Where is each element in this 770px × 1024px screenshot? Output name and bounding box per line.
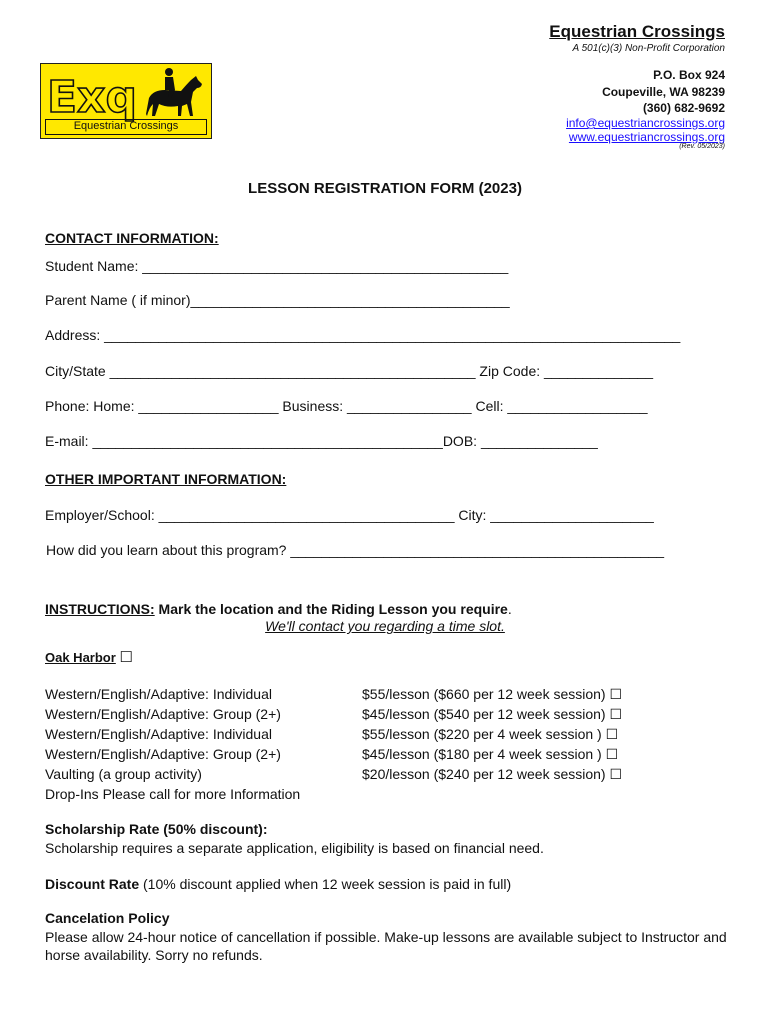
location-checkbox[interactable]: ☐ xyxy=(119,649,133,666)
email-link[interactable]: info@equestriancrossings.org xyxy=(566,116,725,130)
lesson-price-checkbox[interactable]: $55/lesson ($220 per 4 week session ) ☐ xyxy=(362,726,619,742)
lesson-item: Western/English/Adaptive: Group (2+) xyxy=(45,706,281,722)
lesson-item: Western/English/Adaptive: Individual xyxy=(45,686,272,702)
instructions-subtext: We'll contact you regarding a time slot. xyxy=(265,618,505,634)
org-subtitle: A 501(c)(3) Non-Profit Corporation xyxy=(572,43,725,54)
lesson-item: Western/English/Adaptive: Individual xyxy=(45,726,272,742)
phone: (360) 682-9692 xyxy=(642,101,725,115)
address-field[interactable]: Address: __________________________________________________________________________ xyxy=(45,327,681,343)
lesson-price-checkbox[interactable]: $45/lesson ($180 per 4 week session ) ☐ xyxy=(362,746,619,762)
lesson-item: Drop-Ins Please call for more Information xyxy=(45,786,301,802)
location-oak-harbor[interactable] xyxy=(45,648,133,666)
lesson-item: Vaulting (a group activity) xyxy=(45,766,202,782)
contact-heading: CONTACT INFORMATION: xyxy=(45,230,219,246)
logo-letters: Exq xyxy=(47,72,137,122)
phone-fields[interactable]: Phone: Home: __________________ Business: ________________ Cell: __________________ xyxy=(45,398,648,414)
discount-line xyxy=(45,875,735,893)
org-name: Equestrian Crossings xyxy=(549,22,725,41)
logo xyxy=(40,63,212,139)
other-info-heading: OTHER IMPORTANT INFORMATION: xyxy=(45,471,287,487)
referral-field[interactable]: How did you learn about this program? ________________________________________________ xyxy=(46,542,665,558)
scholarship-text: Scholarship requires a separate application, eligibility is based on financial need. xyxy=(45,840,544,856)
city-state: Coupeville, WA 98239 xyxy=(602,85,725,99)
lesson-price-checkbox[interactable]: $55/lesson ($660 per 12 week session) ☐ xyxy=(362,686,623,702)
lesson-price-checkbox[interactable]: $20/lesson ($240 per 12 week session) ☐ xyxy=(362,766,623,782)
lesson-item: Western/English/Adaptive: Group (2+) xyxy=(45,746,281,762)
student-name-field[interactable]: Student Name: _______________________________________________ xyxy=(45,258,509,274)
employer-city-field[interactable]: Employer/School: ______________________________________ City: _____________________ xyxy=(45,507,654,523)
instructions-text: Mark the location and the Riding Lesson you require xyxy=(154,601,508,617)
discount-text: (10% discount applied when 12 week session is paid in full) xyxy=(139,876,512,892)
instructions-label: INSTRUCTIONS: xyxy=(45,601,155,617)
horse-rider-icon xyxy=(146,68,202,116)
lesson-price-checkbox[interactable]: $45/lesson ($540 per 12 week session) ☐ xyxy=(362,706,623,722)
po-box: P.O. Box 924 xyxy=(653,68,725,82)
instructions xyxy=(45,601,512,617)
logo-mark-icon xyxy=(41,64,211,122)
scholarship-heading: Scholarship Rate (50% discount): xyxy=(45,821,268,837)
logo-text: Equestrian Crossings xyxy=(45,119,207,135)
form-title: LESSON REGISTRATION FORM (2023) xyxy=(248,180,522,197)
cancelation-text: Please allow 24-hour notice of cancellation if possible. Make-up lessons are available subject to Instructor and horse availability. Sorry no refunds. xyxy=(45,929,727,963)
cancelation-heading: Cancelation Policy xyxy=(45,910,170,926)
discount-heading: Discount Rate xyxy=(45,876,140,892)
location-name: Oak Harbor xyxy=(45,650,116,665)
email-dob-field[interactable]: E-mail: _____________________________________________DOB: _______________ xyxy=(45,433,598,449)
website-link[interactable]: www.equestriancrossings.org xyxy=(568,130,725,144)
parent-name-field[interactable]: Parent Name ( if minor)_________________________________________ xyxy=(45,292,510,308)
city-zip-field[interactable]: City/State _______________________________________________ Zip Code: ______________ xyxy=(45,363,654,379)
revision-date: (Rev. 05/2023) xyxy=(679,143,725,150)
instructions-period: . xyxy=(507,601,512,617)
